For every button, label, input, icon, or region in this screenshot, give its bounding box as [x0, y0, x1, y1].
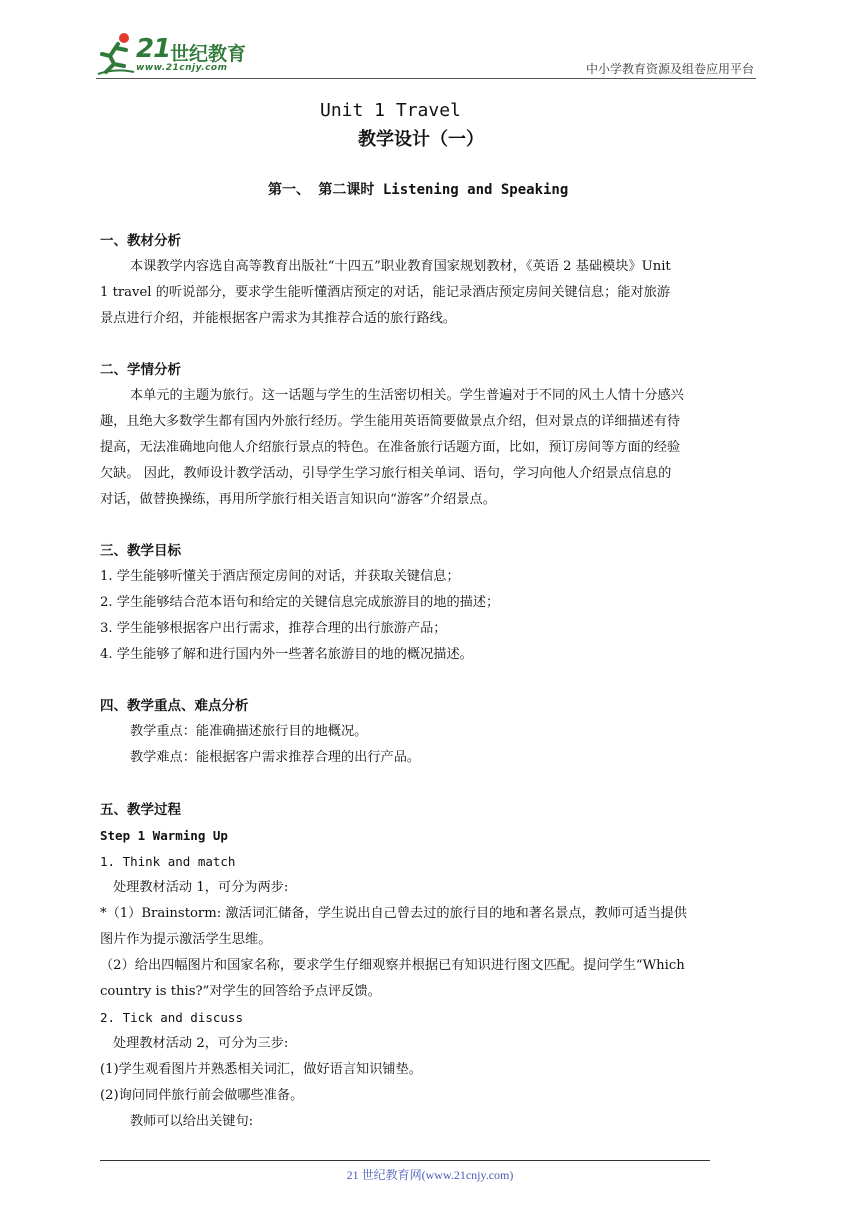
- document-title: Unit 1 Travel: [320, 100, 461, 121]
- key-point: 教学重点：能准确描述旅行目的地概况。: [130, 724, 368, 739]
- header-divider: [96, 78, 756, 79]
- paragraph-line: 教师可以给出关键句:: [130, 1114, 254, 1129]
- list-item: 2. 学生能够结合范本语句和给定的关键信息完成旅游目的地的描述；: [100, 595, 500, 610]
- platform-name: 中小学教育资源及组卷应用平台: [585, 62, 754, 76]
- paragraph-line: *（1）Brainstorm: 激活词汇储备，学生说出自己曾去过的旅行目的地和著名景点，教师可适当提供: [100, 906, 687, 921]
- logo-url: www.21cnjy.com: [136, 63, 228, 73]
- difficult-point: 教学难点：能根据客户需求推荐合理的出行产品。: [130, 750, 421, 765]
- paragraph-line: 本单元的主题为旅行。这一话题与学生的生活密切相关。学生普遍对于不同的风土人情十分感兴: [130, 388, 684, 403]
- paragraph-line: 图片作为提示激活学生思维。: [100, 932, 272, 947]
- footer-divider: [100, 1160, 710, 1161]
- activity-title: 1. Think and match: [100, 854, 236, 869]
- section-heading: 三、教学目标: [100, 543, 181, 559]
- paragraph-line: (2)询问同伴旅行前会做哪些准备。: [100, 1088, 304, 1103]
- paragraph-line: （2）给出四幅图片和国家名称，要求学生仔细观察并根据已有知识进行图文匹配。提问学生“Which: [100, 958, 685, 973]
- page-header: [96, 30, 756, 80]
- runner-logo-icon: [96, 32, 136, 76]
- paragraph-line: 提高，无法准确地向他人介绍旅行景点的特色。在准备旅行话题方面，比如，预订房间等方面的经验: [100, 440, 681, 455]
- section-heading: 五、教学过程: [100, 802, 181, 818]
- activity-title: 2. Tick and discuss: [100, 1010, 243, 1025]
- paragraph-line: 欠缺。 因此，教师设计教学活动，引导学生学习旅行相关单词、语句，学习向他人介绍景点信息的: [100, 466, 672, 481]
- footer-text: 21 世纪教育网(www.21cnjy.com): [346, 1168, 514, 1182]
- paragraph-line: 处理教材活动 2，可分为三步:: [113, 1036, 289, 1051]
- list-item: 4. 学生能够了解和进行国内外一些著名旅游目的地的概况描述。: [100, 647, 473, 662]
- logo: [96, 32, 266, 76]
- paragraph-line: 景点进行介绍，并能根据客户需求为其推荐合适的旅行路线。: [100, 311, 457, 326]
- step-heading: Step 1 Warming Up: [100, 828, 228, 843]
- paragraph-line: 本课教学内容选自高等教育出版社“十四五”职业教育国家规划教材，《英语 2 基础模块》Unit: [130, 259, 671, 274]
- lesson-title: 第一、 第二课时 Listening and Speaking: [268, 182, 569, 198]
- logo-text: 世纪教育: [170, 43, 247, 65]
- paragraph-line: 处理教材活动 1，可分为两步:: [113, 880, 289, 895]
- document-subtitle: 教学设计（一）: [358, 129, 484, 150]
- list-item: 1. 学生能够听懂关于酒店预定房间的对话，并获取关键信息；: [100, 569, 460, 584]
- paragraph-line: (1)学生观看图片并熟悉相关词汇，做好语言知识铺垫。: [100, 1062, 422, 1077]
- section-heading: 四、教学重点、难点分析: [100, 698, 249, 714]
- paragraph-line: country is this?”对学生的回答给予点评反馈。: [100, 984, 381, 999]
- paragraph-line: 1 travel 的听说部分，要求学生能听懂酒店预定的对话，能记录酒店预定房间关键信息；能对旅游: [100, 285, 671, 300]
- paragraph-line: 趣，且绝大多数学生都有国内外旅行经历。学生能用英语简要做景点介绍，但对景点的详细描述有待: [100, 414, 681, 429]
- logo-number: 21: [136, 34, 171, 64]
- list-item: 3. 学生能够根据客户出行需求，推荐合理的出行旅游产品；: [100, 621, 447, 636]
- section-heading: 二、学情分析: [100, 362, 181, 378]
- section-heading: 一、教材分析: [100, 233, 181, 249]
- paragraph-line: 对话，做替换操练，再用所学旅行相关语言知识向“游客”介绍景点。: [100, 492, 496, 507]
